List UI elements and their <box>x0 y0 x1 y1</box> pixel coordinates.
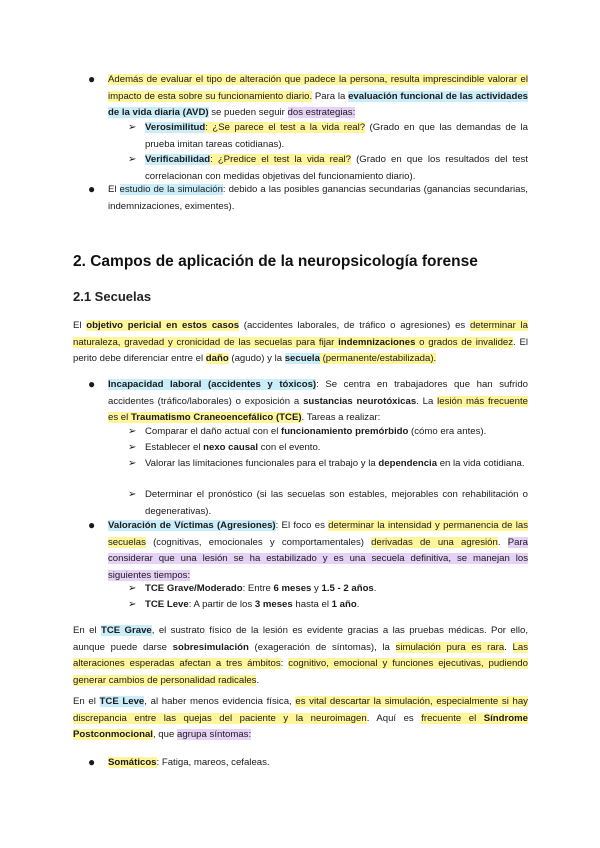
arrow-bullet-icon: ➢ <box>128 458 137 469</box>
text: , el sustrato físico de la lesión es evidente gracias a las pruebas médicas. Por ello, aunque puede darse <box>73 625 528 653</box>
highlight-text: Las alteraciones esperadas afectan a tres ámbitos <box>73 641 528 669</box>
bold-text: 6 meses <box>273 583 312 594</box>
incapacidad-paragraph <box>108 377 528 427</box>
verificabilidad-item <box>145 152 528 185</box>
verosimilitud-item <box>145 120 528 153</box>
bold-text: 1 año <box>331 599 357 610</box>
tiempo-leve-item <box>145 597 528 614</box>
text: . El perito debe diferenciar entre el <box>73 336 528 364</box>
highlight-text: determinar la naturaleza, gravedad y cronicidad de las secuelas para fijar <box>73 320 528 348</box>
bold-text: funcionamiento premórbido <box>281 426 409 437</box>
highlight-text: agrupa síntomas: <box>176 729 252 740</box>
highlight-text: determinar la intensidad y permanencia de las secuelas <box>108 520 528 548</box>
text: : A partir de los <box>188 599 255 610</box>
highlight-text: cognitivo, emocional y funciones ejecutivas, pudiendo generar cambios de personalidad radicales <box>73 658 528 686</box>
text: . <box>256 674 260 686</box>
highlight-text: TCE Grave <box>100 625 152 636</box>
bullet-dot: ● <box>88 518 96 532</box>
text: : Se centra en trabajadores que han sufrido accidentes (tráfico/laborales) o exposición a <box>108 379 528 407</box>
highlight-text: : ¿Se parece el test a la vida real? <box>205 122 366 133</box>
tarea-item <box>145 424 528 441</box>
highlight-text: o grados de invalidez <box>415 336 514 348</box>
text: y <box>311 583 322 594</box>
text: , al haber menos evidencia física, <box>144 696 296 707</box>
text: (cognitivas, emocionales y comportamentales) <box>145 536 372 548</box>
highlight-text: Incapacidad laboral (accidentes y tóxicos) <box>108 379 317 390</box>
highlight-text: (permanente/estabilizada). <box>319 353 437 364</box>
text: Comparar el daño actual con el <box>145 426 281 437</box>
highlight-text: Para considerar que una lesión se ha estabilizado y es una secuela definitiva, se manejan los siguientes tiempos: <box>108 536 528 581</box>
highlight-text: frecuente el <box>421 712 484 724</box>
text: El <box>108 184 120 195</box>
highlight-text: derivadas de una agresión <box>371 536 498 548</box>
victimas-paragraph <box>108 518 528 584</box>
highlight-text: Valoración de Víctimas (Agresiones) <box>108 520 276 531</box>
text: (agudo) y la <box>228 353 285 364</box>
secuelas-paragraph <box>73 318 528 368</box>
arrow-bullet-icon: ➢ <box>128 154 137 165</box>
simulacion-paragraph <box>108 182 528 215</box>
text: hasta el <box>292 599 332 610</box>
text: : <box>280 658 289 669</box>
text: (cómo era antes). <box>408 426 487 437</box>
bold-text: sustancias neurotóxicas <box>303 395 417 407</box>
bullet-dot: ● <box>88 755 96 769</box>
tce-grave-paragraph <box>73 623 528 689</box>
tce-leve-paragraph <box>73 694 528 744</box>
text: se pueden seguir <box>208 107 288 118</box>
arrow-bullet-icon: ➢ <box>128 442 137 453</box>
highlight-text: daño <box>205 353 229 364</box>
highlight-text: objetivo pericial en estos casos <box>86 320 240 331</box>
text: . <box>504 641 513 653</box>
highlight-text: Verificabilidad <box>145 154 211 165</box>
text: , que <box>152 729 177 740</box>
text: Establecer el <box>145 442 204 453</box>
highlight-text: evaluación funcional de las actividades de la vida diaria (AVD) <box>108 90 529 118</box>
text: (accidentes laborales, de tráfico o agresiones) es <box>239 320 470 331</box>
subsection-heading: 2.1 Secuelas <box>73 289 152 304</box>
text: Para la <box>312 90 349 102</box>
text: Valorar las limitaciones funcionales para el trabajo y la <box>145 458 379 469</box>
bullet-dot: ● <box>88 72 96 86</box>
highlight-text: secuela <box>284 353 320 364</box>
arrow-bullet-icon: ➢ <box>128 426 137 437</box>
avd-paragraph <box>108 72 528 122</box>
highlight-text: Además de evaluar el tipo de alteración que padece la persona, resulta imprescindible valorar el impacto de esta sobre su funcionamiento diario. <box>108 74 528 102</box>
bullet-dot: ● <box>88 377 96 391</box>
text: . <box>497 536 508 548</box>
bold-text: TCE Leve <box>145 599 189 610</box>
text: . Aquí es <box>366 712 422 724</box>
section-heading: 2. Campos de aplicación de la neuropsicología forense <box>73 253 478 270</box>
text: En el <box>73 696 100 707</box>
text: (Grado en que las demandas de la prueba imitan tareas cotidianas). <box>145 122 528 150</box>
highlight-text: Verosimilitud <box>145 122 206 133</box>
highlight-text: Síndrome Postconmocional <box>73 712 528 740</box>
text: : Entre <box>242 583 274 594</box>
text: en la vida cotidiana. <box>437 458 525 469</box>
arrow-bullet-icon: ➢ <box>128 122 137 133</box>
highlight-text: es vital descartar la simulación, especialmente si hay discrepancia entre las quejas del paciente y la neuroimagen <box>73 696 528 724</box>
highlight-text: : ¿Predice el test la vida real? <box>210 154 351 165</box>
bold-text: 3 meses <box>254 599 293 610</box>
text: : El foco es <box>275 520 329 531</box>
bold-text: TCE Grave/Moderado <box>145 583 243 594</box>
text: . <box>373 583 377 594</box>
text: con el evento. <box>258 442 321 453</box>
text: (exageración de síntomas), la <box>248 641 396 653</box>
bold-text: sobresimulación <box>172 641 249 653</box>
text: : Fatiga, mareos, cefaleas. <box>156 757 270 768</box>
highlight-text: dos estrategias: <box>287 107 356 118</box>
text: . La <box>416 395 438 407</box>
somaticos-item <box>108 755 528 772</box>
arrow-bullet-icon: ➢ <box>128 489 137 500</box>
bold-text: nexo causal <box>203 442 259 453</box>
tarea-item: Determinar el pronóstico (si las secuelas son estables, mejorables con rehabilitación o degenerativas). <box>145 489 528 517</box>
text: . Tareas a realizar: <box>301 412 381 423</box>
arrow-bullet-icon: ➢ <box>128 583 137 594</box>
bullet-dot: ● <box>88 182 96 196</box>
highlight-text: Traumatismo Craneoencefálico (TCE) <box>130 412 302 423</box>
tiempo-grave-item <box>145 581 528 598</box>
tarea-item <box>145 440 528 457</box>
tarea-item <box>145 456 528 473</box>
bold-text: 1.5 - 2 años <box>321 583 374 594</box>
highlight-text: Somáticos <box>108 757 157 768</box>
text: : debido a las posibles ganancias secundarias (ganancias secundarias, indemnizaciones, eximentes). <box>108 184 528 212</box>
highlight-text: TCE Leve <box>99 696 145 707</box>
highlight-text: lesión más frecuente es el <box>108 395 528 423</box>
bold-text: dependencia <box>378 458 438 469</box>
text: El <box>73 320 87 331</box>
text: (Grado en que los resultados del test correlacionan con medidas objetivas del funcionamiento diario). <box>145 154 528 182</box>
highlight-text: estudio de la simulación <box>119 184 223 195</box>
highlight-text: simulación pura es rara <box>395 641 505 653</box>
text: En el <box>73 625 101 636</box>
text: . <box>356 599 360 610</box>
highlight-text: indemnizaciones <box>338 336 416 348</box>
arrow-bullet-icon: ➢ <box>128 599 137 610</box>
